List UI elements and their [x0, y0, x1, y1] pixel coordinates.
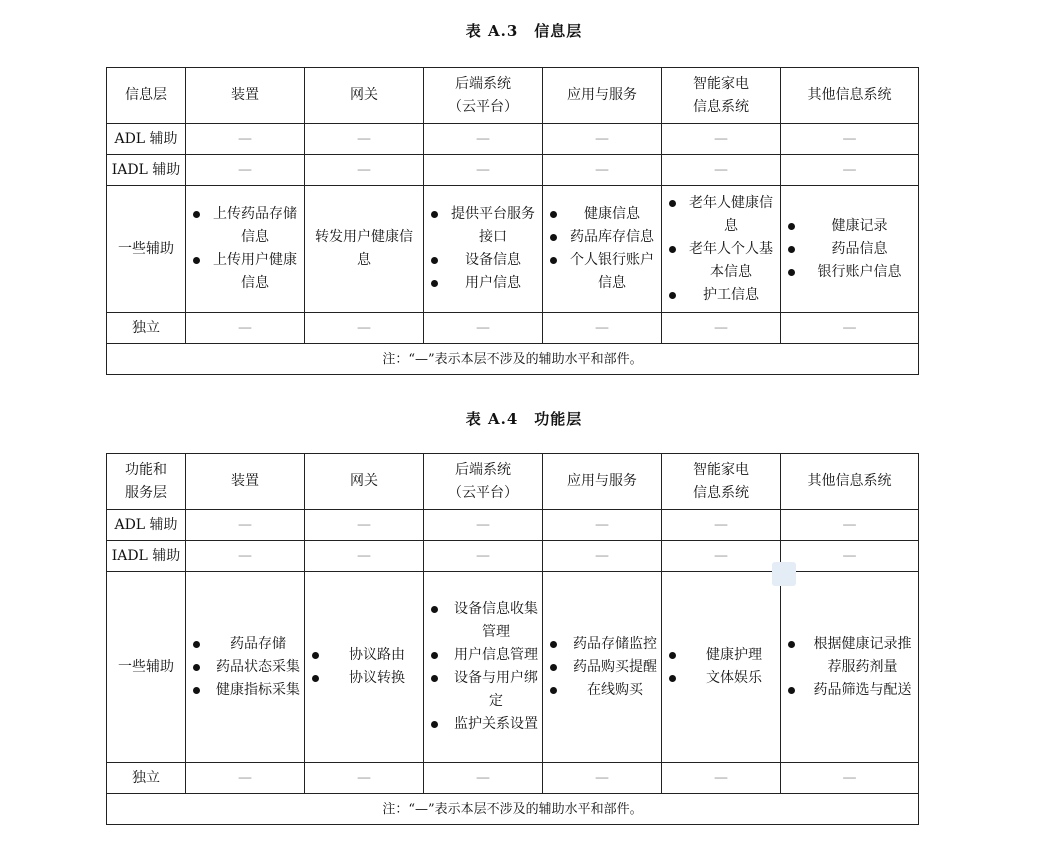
list-item: 老年人健康信息: [666, 192, 776, 238]
cell-dash: —: [186, 124, 305, 155]
cell-other-systems: [781, 186, 919, 313]
cell-dash: —: [305, 541, 424, 572]
cell-dash: —: [186, 313, 305, 344]
header-smart-appliance: 智能家电 信息系统: [662, 454, 781, 510]
cell-dash: —: [662, 124, 781, 155]
list-item: 健康记录: [785, 215, 914, 238]
row-label: 独立: [107, 763, 186, 794]
row-some-assist: [107, 572, 919, 763]
cell-dash: —: [424, 763, 543, 794]
list-item: 药品存储监控: [547, 633, 657, 656]
list-item: 药品状态采集: [190, 656, 300, 679]
header-other-systems: 其他信息系统: [781, 454, 919, 510]
cell-dash: —: [186, 510, 305, 541]
cell-app-service: [543, 572, 662, 763]
cell-dash: —: [662, 313, 781, 344]
list-item: 设备信息: [428, 249, 538, 272]
list-item: 个人银行账户信息: [547, 249, 657, 295]
row-independent: [107, 763, 919, 794]
list-item: 设备信息收集管理: [428, 598, 538, 644]
function-layer-table: [106, 453, 919, 825]
list-item: 健康护理: [666, 644, 776, 667]
cell-dash: —: [781, 155, 919, 186]
cell-dash: —: [662, 541, 781, 572]
cell-dash: —: [781, 763, 919, 794]
row-label: 一些辅助: [107, 572, 186, 763]
cell-dash: —: [305, 155, 424, 186]
row-iadl: [107, 155, 919, 186]
list-item: 药品筛选与配送: [785, 679, 914, 702]
list-item: 健康指标采集: [190, 679, 300, 702]
table-a3-caption: 表 A.3 信息层: [465, 22, 583, 40]
row-adl: [107, 124, 919, 155]
header-device: 装置: [186, 68, 305, 124]
list-item: 药品购买提醒: [547, 656, 657, 679]
list-item: 药品库存信息: [547, 226, 657, 249]
cell-dash: —: [424, 313, 543, 344]
cell-other-systems: [781, 572, 919, 763]
header-app-service: 应用与服务: [543, 454, 662, 510]
cell-app-service: [543, 186, 662, 313]
header-gateway: 网关: [305, 454, 424, 510]
list-item: 设备与用户绑定: [428, 667, 538, 713]
row-iadl: [107, 541, 919, 572]
list-item: 上传药品存储信息: [190, 203, 300, 249]
cell-device: [186, 572, 305, 763]
cell-dash: —: [662, 155, 781, 186]
list-item: 健康信息: [547, 203, 657, 226]
row-label: IADL 辅助: [107, 541, 186, 572]
cell-dash: —: [662, 510, 781, 541]
list-item: 协议转换: [309, 667, 419, 690]
list-item: 监护关系设置: [428, 713, 538, 736]
cell-dash: —: [305, 510, 424, 541]
row-some-assist: [107, 186, 919, 313]
cell-dash: —: [424, 541, 543, 572]
cell-backend: [424, 572, 543, 763]
header-app-service: 应用与服务: [543, 68, 662, 124]
row-adl: [107, 510, 919, 541]
watermark-icon: [772, 562, 796, 586]
cell-backend: [424, 186, 543, 313]
header-row: [107, 68, 919, 124]
header-device: 装置: [186, 454, 305, 510]
header-row: [107, 454, 919, 510]
header-layer: 功能和 服务层: [107, 454, 186, 510]
cell-dash: —: [543, 763, 662, 794]
cell-dash: —: [424, 155, 543, 186]
list-item: 文体娱乐: [666, 667, 776, 690]
cell-dash: —: [186, 155, 305, 186]
cell-dash: —: [186, 541, 305, 572]
list-item: 护工信息: [666, 284, 776, 307]
list-item: 银行账户信息: [785, 261, 914, 284]
header-backend: 后端系统 （云平台）: [424, 68, 543, 124]
list-item: 用户信息管理: [428, 644, 538, 667]
row-independent: [107, 313, 919, 344]
list-item: 根据健康记录推荐服药剂量: [785, 633, 914, 679]
cell-dash: —: [543, 541, 662, 572]
cell-dash: —: [305, 124, 424, 155]
header-layer: 信息层: [107, 68, 186, 124]
list-item: 在线购买: [547, 679, 657, 702]
list-item: 提供平台服务接口: [428, 203, 538, 249]
cell-dash: —: [305, 313, 424, 344]
note-row: [107, 344, 919, 375]
cell-device: [186, 186, 305, 313]
cell-dash: —: [781, 313, 919, 344]
header-backend: 后端系统 （云平台）: [424, 454, 543, 510]
cell-dash: —: [543, 313, 662, 344]
cell-gateway: 转发用户健康信息: [305, 186, 424, 313]
cell-dash: —: [781, 541, 919, 572]
table-note: 注：“—”表示本层不涉及的辅助水平和部件。: [107, 344, 919, 375]
cell-dash: —: [781, 124, 919, 155]
header-smart-appliance: 智能家电 信息系统: [662, 68, 781, 124]
cell-dash: —: [543, 510, 662, 541]
cell-dash: —: [543, 155, 662, 186]
cell-smart-appliance: [662, 186, 781, 313]
cell-gateway: [305, 572, 424, 763]
cell-dash: —: [424, 510, 543, 541]
header-gateway: 网关: [305, 68, 424, 124]
cell-dash: —: [781, 510, 919, 541]
row-label: IADL 辅助: [107, 155, 186, 186]
row-label: ADL 辅助: [107, 510, 186, 541]
cell-smart-appliance: [662, 572, 781, 763]
header-other-systems: 其他信息系统: [781, 68, 919, 124]
list-item: 药品存储: [190, 633, 300, 656]
table-note: 注：“—”表示本层不涉及的辅助水平和部件。: [107, 794, 919, 825]
cell-dash: —: [543, 124, 662, 155]
row-label: 一些辅助: [107, 186, 186, 313]
list-item: 老年人个人基本信息: [666, 238, 776, 284]
cell-dash: —: [662, 763, 781, 794]
list-item: 协议路由: [309, 644, 419, 667]
list-item: 上传用户健康信息: [190, 249, 300, 295]
list-item: 用户信息: [428, 272, 538, 295]
note-row: [107, 794, 919, 825]
list-item: 药品信息: [785, 238, 914, 261]
info-layer-table: [106, 67, 919, 375]
table-a4-caption: 表 A.4 功能层: [465, 410, 583, 428]
cell-dash: —: [424, 124, 543, 155]
row-label: ADL 辅助: [107, 124, 186, 155]
cell-dash: —: [186, 763, 305, 794]
row-label: 独立: [107, 313, 186, 344]
cell-dash: —: [305, 763, 424, 794]
